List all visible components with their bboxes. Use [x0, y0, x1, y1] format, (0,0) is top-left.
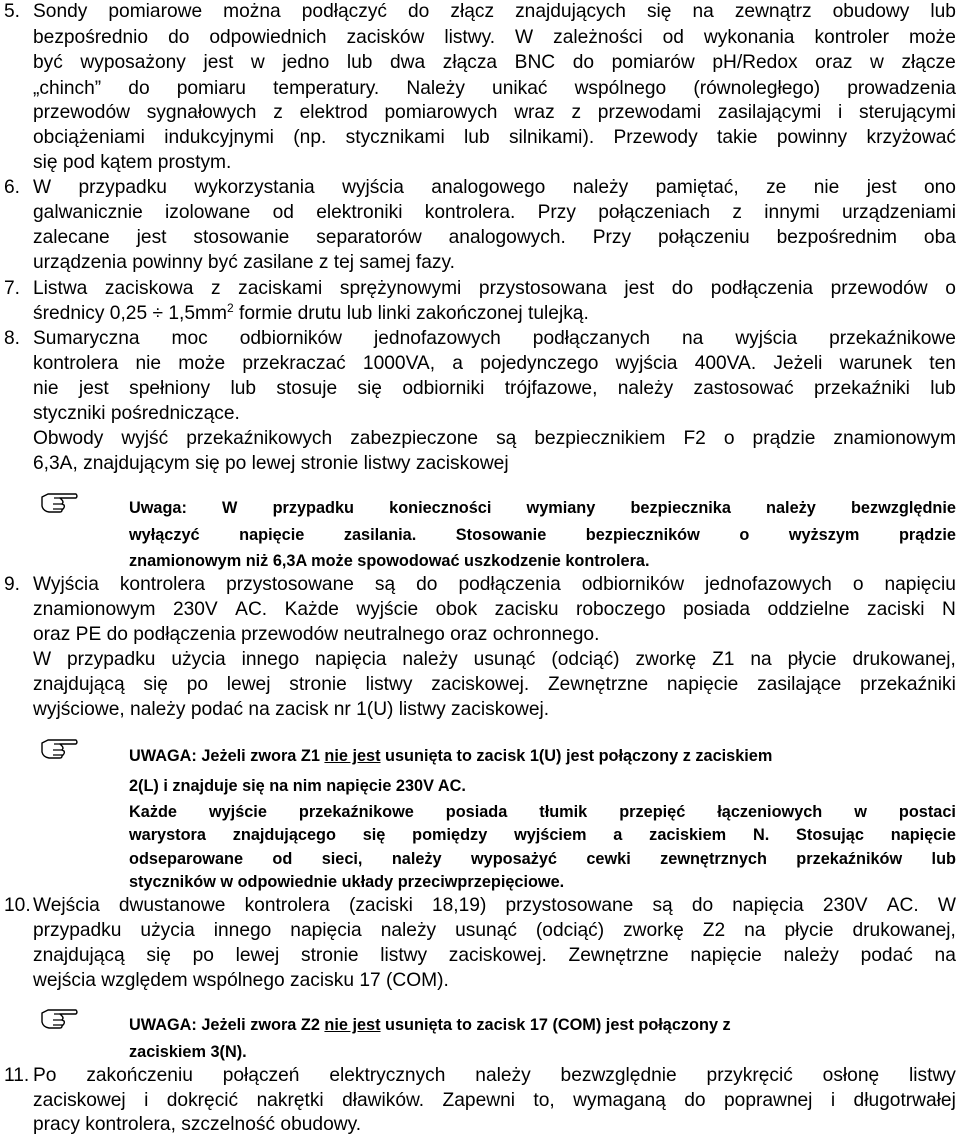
pointing-hand-icon [40, 490, 78, 514]
pointing-hand-icon [40, 736, 78, 760]
item11-line: zaciskowej i dokręcić nakrętki dławików. Zapewni to, wymaganą do poprawnej i długotrwałej [33, 1090, 956, 1111]
item8-line: 6,3A, znajdującym się po lewej stronie listwy zaciskowej [33, 453, 509, 474]
item10-warning: zaciskiem 3(N). [129, 1043, 247, 1061]
item8-warning: Uwaga: W przypadku konieczności wymiany bezpiecznika należy bezwzględnie [129, 499, 956, 517]
item9-warning: styczników w odpowiednie układy przeciwprzepięciowe. [129, 873, 565, 891]
item9-line: oraz PE do podłączenia przewodów neutralnego oraz ochronnego. [33, 624, 600, 645]
underlined-text: nie jest [324, 1016, 381, 1034]
item-number: 6. [4, 177, 21, 198]
item-number: 8. [4, 328, 21, 349]
item-number: 7. [4, 278, 21, 299]
item9-line: wyjściowe, należy podać na zacisk nr 1(U) listwy zaciskowej. [33, 699, 550, 720]
item9-warning: Każde wyjście przekaźnikowe posiada tłumik przepięć łączeniowych w postaci [129, 803, 956, 821]
item9-line: znamionowym 230V AC. Każde wyjście obok zacisku roboczego posiada oddzielne zaciski N [33, 599, 956, 620]
item9-line: Wyjścia kontrolera przystosowane są do podłączenia odbiorników jednofazowych o napięciu [33, 574, 956, 595]
item9-warning: 2(L) i znajduje się na nim napięcie 230V AC. [129, 777, 466, 795]
item8-warning: znamionowym niż 6,3A może spowodować uszkodzenie kontrolera. [129, 552, 650, 570]
item10-line: znajdującą się po lewej stronie listwy zaciskowej. Zewnętrzne napięcie należy podać na [33, 945, 956, 966]
pointing-hand-icon [40, 1006, 78, 1030]
item9-warning: odseparowane od sieci, należy wyposażyć cewki zewnętrznych przekaźników lub [129, 850, 956, 868]
item10-line: przypadku użycia innego napięcia należy usunąć (odciąć) zworkę Z2 na płycie drukowanej, [33, 920, 956, 941]
superscript: 2 [226, 301, 234, 315]
item7-line [33, 302, 589, 326]
item7-text: średnicy 0,25 ÷ 1,5mm [33, 303, 227, 324]
item8-line: kontrolera nie może przekraczać 1000VA, a pojedynczego wyjścia 400VA. Jeżeli warunek ten [33, 353, 956, 374]
item7-line: Listwa zaciskowa z zaciskami sprężynowymi przystosowana jest do podłączenia przewodów o [33, 278, 956, 299]
item-number: 5. [4, 1, 21, 22]
warning-text: usunięta to zacisk 17 (COM) jest połączony z [380, 1016, 731, 1034]
item5-line: bezpośrednio do odpowiednich zacisków listwy. W zależności od wykonania kontroler może [33, 27, 956, 48]
item5-line: Sondy pomiarowe można podłączyć do złącz znajdujących się na zewnątrz obudowy lub [33, 1, 956, 22]
item5-line: przewodów sygnałowych z elektrod pomiarowych wraz z przewodami zasilającymi i sterującymi [33, 102, 956, 123]
item8-warning: wyłączyć napięcie zasilania. Stosowanie bezpieczników o wyższym prądzie [129, 526, 956, 544]
item10-line: Wejścia dwustanowe kontrolera (zaciski 18,19) przystosowane są do napięcia 230V AC. W [33, 895, 956, 916]
item5-line: „chinch” do pomiaru temperatury. Należy unikać wspólnego (równoległego) prowadzenia [33, 78, 956, 99]
item5-line: obciążeniami indukcyjnymi (np. stycznikami lub silnikami). Przewody takie powinny krzyżować [33, 127, 956, 148]
item-number: 9. [4, 574, 21, 595]
item8-line: styczniki pośredniczące. [33, 403, 240, 424]
item8-line: Obwody wyjść przekaźnikowych zabezpieczone są bezpiecznikiem F2 o prądzie znamionowym [33, 428, 956, 449]
item8-line: nie jest spełniony lub stosuje się odbiorniki trójfazowe, należy zastosować przekaźniki lub [33, 378, 956, 399]
item11-line: Po zakończeniu połączeń elektrycznych należy bezwzględnie przykręcić osłonę listwy [33, 1065, 956, 1086]
item5-line: się pod kątem prostym. [33, 152, 232, 173]
item10-warning [129, 1013, 731, 1037]
item5-line: być wyposażony jest w jedno lub dwa złącza BNC do pomiarów pH/Redox oraz w złącze [33, 52, 956, 73]
item6-line: galwanicznie izolowane od elektroniki kontrolera. Przy połączeniach z innymi urządzeniami [33, 202, 956, 223]
item6-line: W przypadku wykorzystania wyjścia analogowego należy pamiętać, ze nie jest ono [33, 177, 956, 198]
warning-text: UWAGA: Jeżeli zwora Z2 [129, 1016, 325, 1034]
item7-text: formie drutu lub linki zakończonej tulejką. [233, 303, 589, 324]
item-number: 10. [4, 895, 31, 916]
warning-text: UWAGA: Jeżeli zwora Z1 [129, 747, 325, 765]
warning-text: usunięta to zacisk 1(U) jest połączony z zaciskiem [380, 747, 773, 765]
item10-line: wejścia względem wspólnego zacisku 17 (COM). [33, 970, 449, 991]
item9-warning [129, 744, 772, 768]
item11-line: pracy kontrolera, szczelność obudowy. [33, 1114, 362, 1135]
item9-line: znajdującą się po lewej stronie listwy zaciskowej. Zewnętrzne napięcie zasilające przekaźniki [33, 674, 956, 695]
underlined-text: nie jest [324, 747, 381, 765]
item9-line: W przypadku użycia innego napięcia należy usunąć (odciąć) zworkę Z1 na płycie drukowanej, [33, 649, 956, 670]
item-number: 11. [4, 1065, 30, 1086]
item6-line: urządzenia powinny być zasilane z tej samej fazy. [33, 252, 455, 273]
item9-warning: warystora znajdującego się pomiędzy wyjściem a zaciskiem N. Stosując napięcie [129, 826, 956, 844]
item6-line: zalecane jest stosowanie separatorów analogowych. Przy połączeniu bezpośrednim oba [33, 227, 956, 248]
item8-line: Sumaryczna moc odbiorników jednofazowych podłączanych na wyjścia przekaźnikowe [33, 328, 956, 349]
